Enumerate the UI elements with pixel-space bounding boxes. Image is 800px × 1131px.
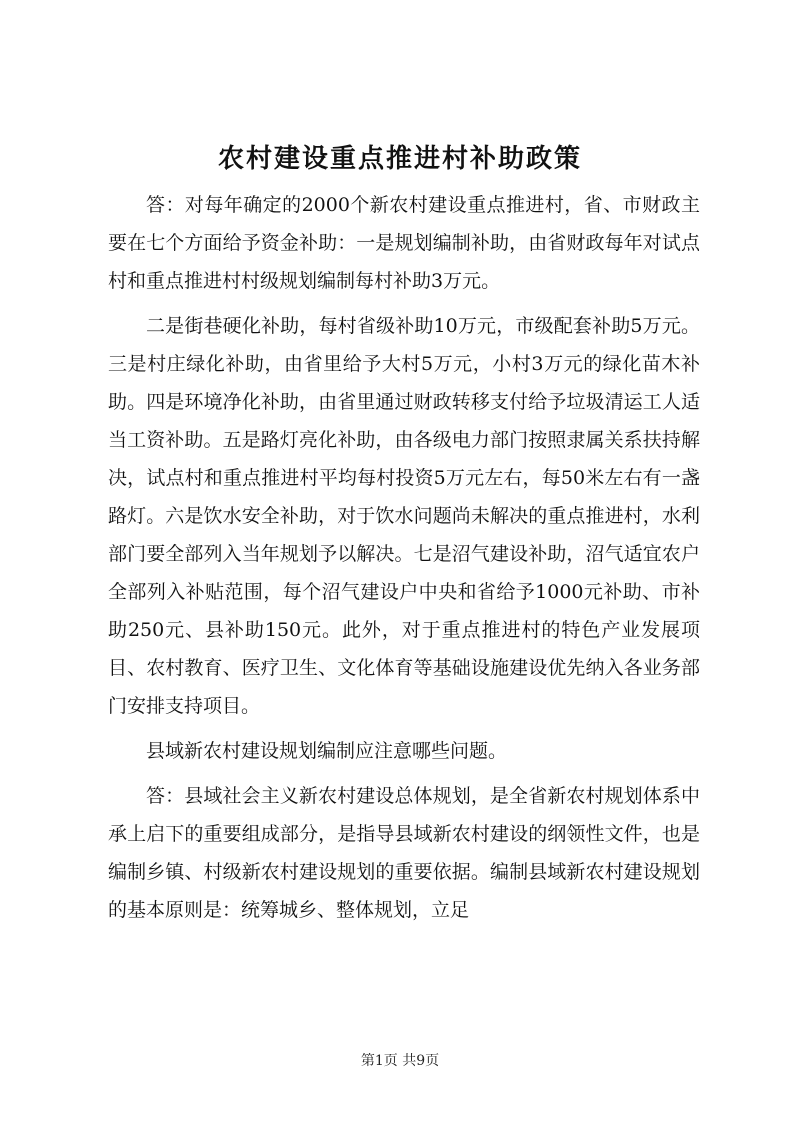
paragraph-question-county-planning: 县域新农村建设规划编制应注意哪些问题。 — [146, 740, 508, 762]
paragraph-answer-county-planning: 答：县域社会主义新农村建设总体规划，是全省新农村规划体系中承上启下的重要组成部分，是指导县域新农村建设的纲领性文件，也是编制乡镇、村级新农村建设规划的重要依据。编制县域新农村建设规划的基本原则是：统筹城乡、整体规划，立足 — [108, 785, 700, 921]
paragraph-answer-subsidy-overview: 答：对每年确定的2000个新农村建设重点推进村，省、市财政主要在七个方面给予资金补助：一是规划编制补助，由省财政每年对试点村和重点推进村村级规划编制每村补助3万元。 — [108, 194, 700, 292]
page-footer: 第1页 共9页 — [360, 1053, 440, 1069]
document-title: 农村建设重点推进村补助政策 — [217, 144, 582, 174]
paragraph-subsidy-details: 二是街巷硬化补助，每村省级补助10万元，市级配套补助5万元。三是村庄绿化补助，由省里给予大村5万元，小村3万元的绿化苗木补助。四是环境净化补助，由省里通过财政转移支付给予垃圾清运工人适当工资补助。五是路灯亮化补助，由各级电力部门按照隶属关系扶持解决，试点村和重点推进村平均每村投资5万元左右，每50米左右有一盏路灯。六是饮水安全补助，对于饮水问题尚未解决的重点推进村，水利部门要全部列入当年规划予以解决。七是沼气建设补助，沼气适宜农户全部列入补贴范围，每个沼气建设户中央和省给予1000元补助、市补助250元、县补助150元。此外，对于重点推进村的特色产业发展项目、农村教育、医疗卫生、文化体育等基础设施建设优先纳入各业务部门安排支持项目。 — [108, 315, 700, 717]
document-body — [108, 186, 700, 929]
